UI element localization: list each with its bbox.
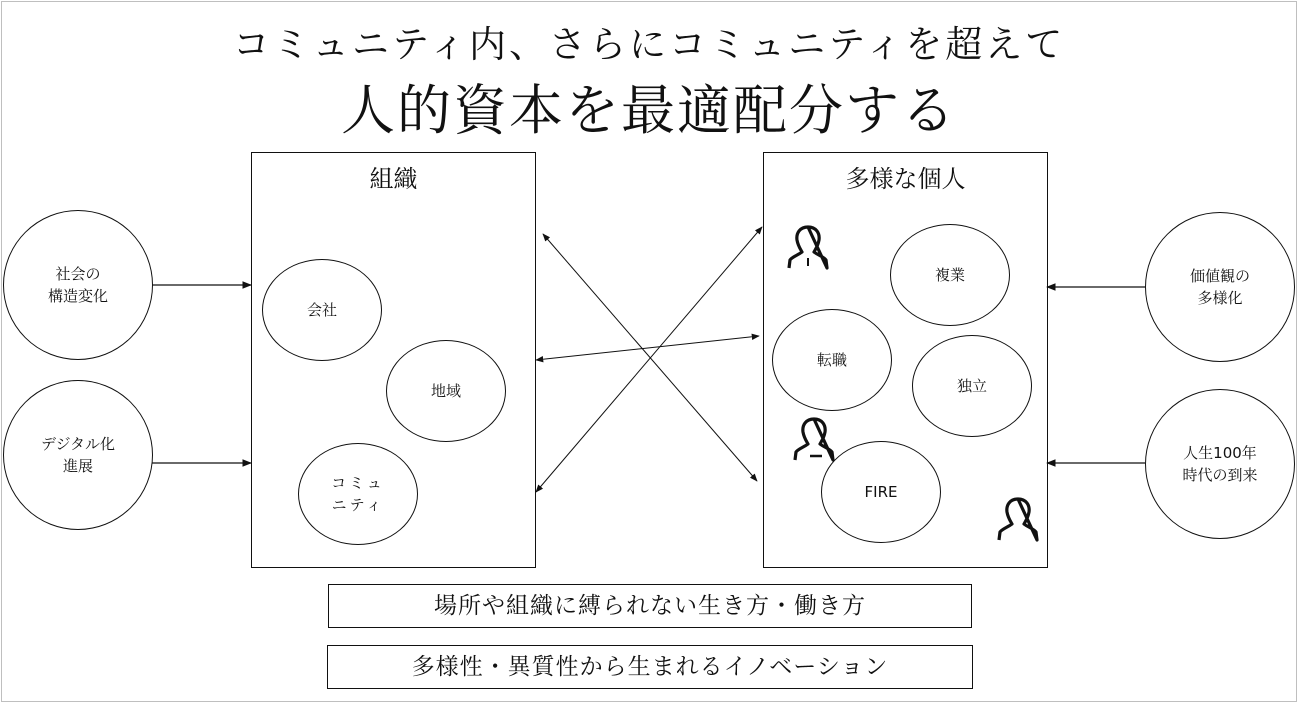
driver-social-line1: 社会の <box>55 265 101 283</box>
driver-life-line2: 時代の到来 <box>1182 466 1258 484</box>
person-icon <box>996 496 1040 542</box>
driver-social-line2: 構造変化 <box>47 287 108 305</box>
individual-item-side-job-label: 複業 <box>934 266 965 284</box>
banner-diversity-innovation: 多様性・異質性から生まれるイノベーション <box>327 645 973 689</box>
slide-title-line2: 人的資本を最適配分する <box>341 79 957 142</box>
org-item-region-label: 地域 <box>430 382 461 400</box>
person-icon <box>792 416 836 462</box>
driver-values-line2: 多様化 <box>1197 289 1243 307</box>
org-item-company-label: 会社 <box>306 301 337 319</box>
driver-values-line1: 価値観の <box>1189 267 1250 285</box>
organization-title: 組織 <box>369 165 418 193</box>
banner-borderless-work: 場所や組織に縛られない生き方・働き方 <box>328 584 972 628</box>
driver-life-line1: 人生100年 <box>1183 444 1257 462</box>
org-item-community-label-1: コミュ <box>331 474 385 492</box>
arrow-cross-b <box>536 227 762 492</box>
individuals-title: 多様な個人 <box>845 165 966 193</box>
person-icon <box>786 224 830 270</box>
individual-item-job-change-label: 転職 <box>816 351 847 369</box>
individual-item-fire-label: FIRE <box>864 483 898 501</box>
driver-digital-line2: 進展 <box>62 457 93 475</box>
slide-title-line1: コミュニティ内、さらにコミュニティを超えて <box>232 23 1066 66</box>
individual-item-independence-label: 独立 <box>956 377 987 395</box>
driver-digital-line1: デジタル化 <box>40 435 116 453</box>
org-item-community-label-2: ニティ <box>331 496 385 514</box>
arrow-cross-c <box>536 336 759 360</box>
